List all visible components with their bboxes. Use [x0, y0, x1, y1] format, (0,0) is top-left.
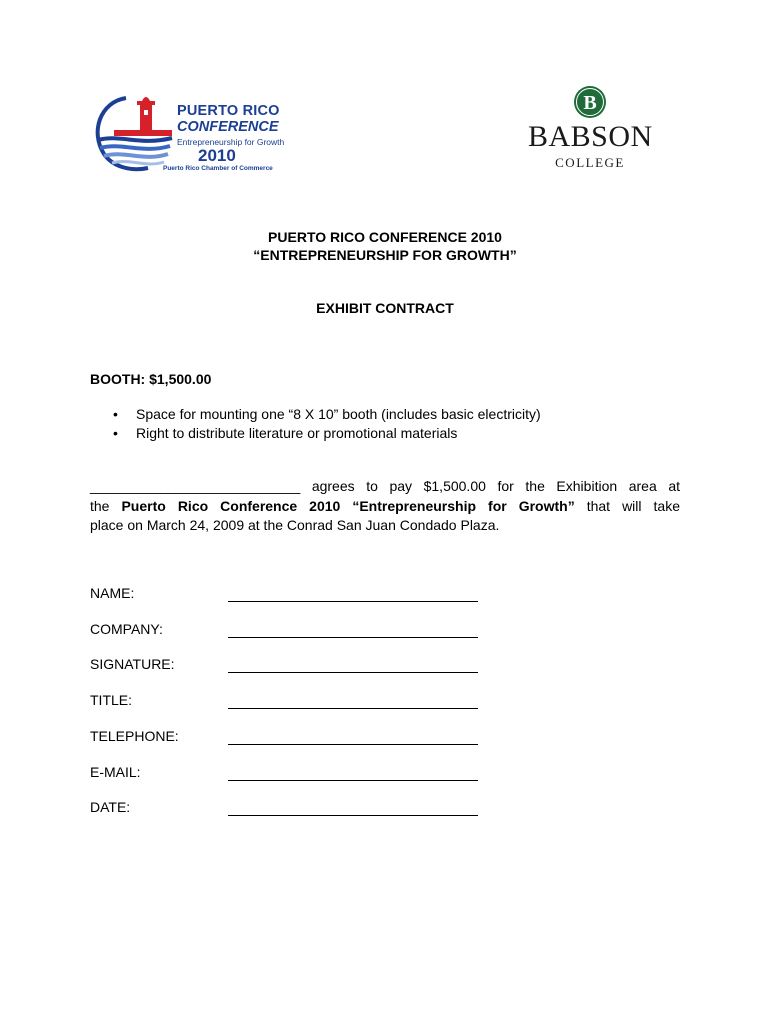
document-title: PUERTO RICO CONFERENCE 2010 — [268, 229, 502, 245]
telephone-field[interactable] — [228, 744, 478, 745]
booth-bullet-2 — [113, 425, 118, 441]
bullet-icon: • — [113, 406, 118, 422]
date-label: DATE: — [90, 799, 131, 815]
babson-name: BABSON — [528, 120, 653, 153]
name-label: NAME: — [90, 585, 135, 601]
event-name: Puerto Rico Conference 2010 “Entrepreneurship for Growth” — [121, 497, 575, 514]
prc-logo-line1: PUERTO RICO — [177, 103, 280, 119]
agreement-line-1: ___________________________ agrees to pay $1,500.00 for the Exhibition area at — [90, 478, 680, 494]
document-type-heading: EXHIBIT CONTRACT — [316, 300, 454, 316]
prc-logo-line2: CONFERENCE — [177, 119, 279, 135]
puerto-rico-conference-logo — [90, 92, 290, 174]
booth-heading: BOOTH: $1,500.00 — [90, 371, 212, 387]
babson-college-label: COLLEGE — [555, 155, 625, 170]
company-field[interactable] — [228, 637, 478, 638]
prc-logo-org: Puerto Rico Chamber of Commerce — [163, 165, 273, 172]
title-label: TITLE: — [90, 692, 133, 708]
company-name-blank: ___________________________ — [90, 478, 301, 494]
booth-bullet-1-text: Space for mounting one “8 X 10” booth (includes basic electricity) — [136, 406, 541, 422]
name-field[interactable] — [228, 601, 478, 602]
signature-label: SIGNATURE: — [90, 656, 175, 672]
telephone-label: TELEPHONE: — [90, 728, 179, 744]
document-subtitle: “ENTREPRENEURSHIP FOR GROWTH” — [253, 247, 517, 263]
prc-logo-year: 2010 — [198, 146, 236, 165]
email-label: E-MAIL: — [90, 764, 141, 780]
babson-crest-icon — [572, 84, 608, 120]
svg-text:B: B — [583, 92, 597, 114]
agreement-line-2: the Puerto Rico Conference 2010 “Entrepreneurship for Growth” that will take — [90, 497, 680, 514]
agreement-paragraph — [90, 477, 680, 536]
prc-logo-tagline: Entrepreneurship for Growth — [177, 137, 285, 147]
agreement-line-3: place on March 24, 2009 at the Conrad San Juan Condado Plaza. — [90, 517, 500, 533]
company-label: COMPANY: — [90, 621, 163, 637]
date-field[interactable] — [228, 815, 478, 816]
signature-field[interactable] — [228, 672, 478, 673]
booth-bullet-2-text: Right to distribute literature or promotional materials — [136, 425, 458, 441]
email-field[interactable] — [228, 780, 478, 781]
bullet-icon: • — [113, 425, 118, 441]
title-field[interactable] — [228, 708, 478, 709]
babson-college-logo — [520, 84, 660, 174]
booth-bullet-1 — [113, 406, 118, 422]
